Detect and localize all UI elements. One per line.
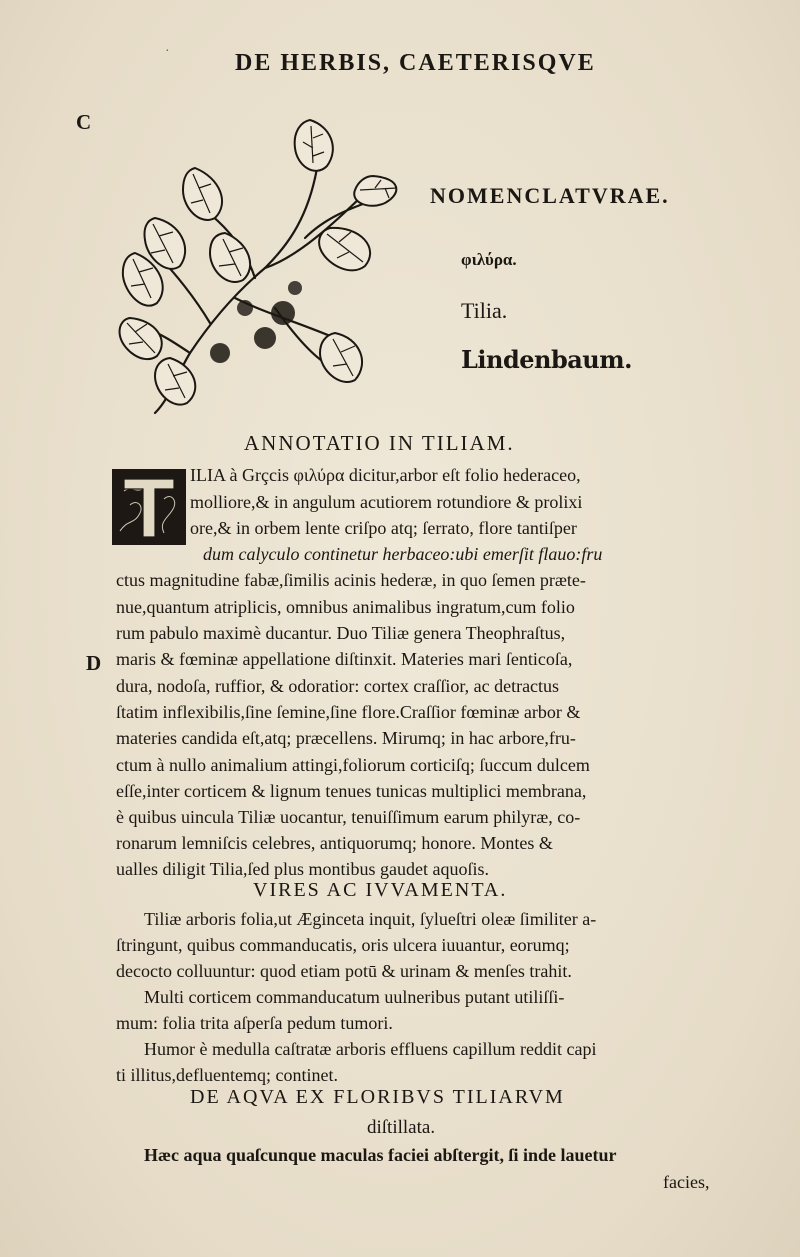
annotatio-line: molliore,& in angulum acutiorem rotundiore & prolixi: [190, 492, 583, 512]
annotatio-line: maris & fœminæ appellatione diſtinxit. Materies mari ſenticoſa,: [116, 649, 573, 669]
vires-line: Multi corticem commanducatum uulneribus putant utiliſſi-: [144, 987, 565, 1007]
stray-mark: ·: [165, 44, 170, 59]
decorated-initial-t: [112, 469, 186, 545]
greek-name: φιλύρα.: [461, 250, 517, 269]
vires-line: mum: folia trita aſperſa pedum tumori.: [116, 1013, 393, 1033]
linden-branch-woodcut: [115, 108, 405, 420]
annotatio-line: materies candida eſt,atq; præcellens. Mirumq; in hac arbore,fru-: [116, 728, 576, 748]
nomenclature-title: NOMENCLATVRAE.: [430, 183, 670, 208]
signature-mark-c: C: [76, 110, 92, 134]
annotatio-line: nue,quantum atriplicis, omnibus animalibus ingratum,cum folio: [116, 597, 575, 617]
annotatio-line: ualles diligit Tilia,ſed plus montibus gaudet aquoſis.: [116, 859, 489, 879]
annotatio-heading: ANNOTATIO IN TILIAM.: [244, 431, 515, 455]
annotatio-line: è quibus uincula Tiliæ uocantur, tenuiſſimum earum philyræ, co-: [116, 807, 581, 827]
annotatio-line: ore,& in orbem lente criſpo atq; ſerrato, flore tantiſper: [190, 518, 577, 538]
vires-heading: VIRES AC IVVAMENTA.: [253, 879, 508, 901]
annotatio-line: rum pabulo maximè ducantur. Duo Tiliæ genera Theophraſtus,: [116, 623, 566, 643]
vires-line: ſtringunt, quibus commanducatis, oris ulcera iuuantur, eorumq;: [116, 935, 570, 955]
latin-name: Tilia.: [461, 298, 508, 323]
vires-line: Tiliæ arboris folia,ut Æginceta inquit, ſylueſtri oleæ ſimiliter a-: [144, 909, 597, 929]
annotatio-line: ctum à nullo animalium attingi,foliorum corticiſq; ſuccum dulcem: [116, 755, 590, 775]
annotatio-line: ctus magnitudine fabæ,ſimilis acinis hederæ, in quo ſemen præte-: [116, 570, 586, 590]
catchword: facies,: [663, 1172, 710, 1192]
aqua-subheading: diſtillata.: [367, 1117, 436, 1138]
annotatio-line: ronarum lemniſcis celebres, antiquorumq; honore. Montes &: [116, 833, 553, 853]
aqua-line: Hæc aqua quaſcunque maculas faciei abſtergit, ſi inde lauetur: [144, 1145, 617, 1165]
annotatio-line: eſſe,inter corticem & lignum tenues tunicas multiplici membrana,: [116, 781, 587, 801]
german-name: Lindenbaum.: [461, 345, 632, 374]
annotatio-line: ILIA à Grçcis φιλύρα dicitur,arbor eſt folio hederaceo,: [190, 465, 581, 485]
vires-line: ti illitus,defluentemq; continet.: [116, 1065, 338, 1085]
annotatio-line: ſtatim inflexibilis,ſine ſemine,ſine flore.Craſſior fœminæ arbor &: [116, 702, 581, 722]
running-header: DE HERBIS, CAETERISQVE: [235, 50, 596, 76]
aqua-heading: DE AQVA EX FLORIBVS TILIARVM: [190, 1086, 565, 1108]
annotatio-line: dura, nodoſa, ruffior, & odoratior: cortex craſſior, ac detractus: [116, 676, 560, 696]
annotatio-line: dum calyculo continetur herbaceo:ubi emerſit flauo:fru: [203, 544, 603, 564]
vires-line: decocto colluuntur: quod etiam potū & urinam & menſes trahit.: [116, 961, 572, 981]
vires-line: Humor è medulla caſtratæ arboris effluens capillum reddit capi: [144, 1039, 597, 1059]
signature-mark-d: D: [86, 651, 102, 675]
